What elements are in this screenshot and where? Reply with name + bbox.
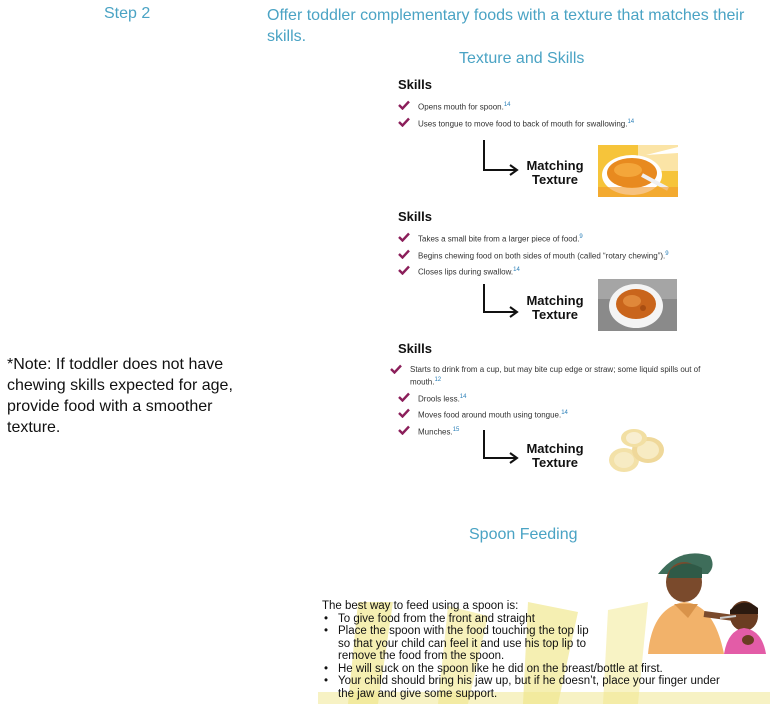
turn-arrow-icon [478,428,522,468]
spoon-feeding-heading: Spoon Feeding [469,526,578,543]
skill-item: Opens mouth for spoon.$^{14}$ [398,100,698,113]
checkmark-icon [398,392,410,402]
banana-slices-image [604,426,670,474]
skills-title: Skills [398,209,432,224]
checkmark-icon [398,265,410,275]
skill-item: Munches.$^{15}$ [398,425,738,438]
texture-skills-heading: Texture and Skills [459,50,585,67]
step-label: Step 2 [104,5,151,22]
checkmark-icon [390,364,402,374]
step-title: Offer toddler complementary foods with a texture that matches their skills. [267,7,745,45]
spoon-feeding-panel [318,548,770,704]
note-text: *Note: If toddler does not have chewing skills expected for age, provide food with a smoother texture. [7,356,233,436]
skills-title: Skills [398,341,432,356]
list-item: • Place the spoon with the food touching the top lip so that your child can feel it and use his top lip to remove the food from the spoon. [322,625,592,663]
pureed-food-bowl-image [598,145,678,197]
skill-item: Closes lips during swallow.$^{14}$ [398,265,718,278]
skills-group-3 [398,341,738,442]
turn-arrow-icon [478,138,522,178]
skill-item: Starts to drink from a cup, but may bite cup edge or straw; some liquid spills out of mouth.$^{12}$ [390,364,738,388]
spoon-feeding-intro: The best way to feed using a spoon is: [322,600,519,612]
matching-texture-label: Matching Texture [526,293,584,322]
list-item: • Your child should bring his jaw up, but if he doesn’t, place your finger under the jaw and give some support. [322,675,732,700]
skill-item: Takes a small bite from a larger piece of food.$^9$ [398,232,718,245]
checkmark-icon [398,408,410,418]
mashed-food-bowl-image [598,279,677,331]
matching-texture-label: Matching Texture [526,441,584,470]
list-item: • He will suck on the spoon like he did on the breast/bottle at first. [322,663,742,676]
skill-item: Moves food around mouth using tongue.$^{14}$ [398,408,738,421]
turn-arrow-icon [478,282,522,322]
list-item: • To give food from the front and straight [322,613,742,626]
checkmark-icon [398,232,410,242]
skills-title: Skills [398,77,432,92]
checkmark-icon [398,117,410,127]
skill-item: Begins chewing food on both sides of mouth (called “rotary chewing”).$^9$ [398,249,718,262]
skills-group-1 [398,77,698,133]
checkmark-icon [398,100,410,110]
matching-texture-label: Matching Texture [526,158,584,187]
checkmark-icon [398,249,410,259]
skill-item: Drools less.$^{14}$ [398,392,738,405]
skills-group-2 [398,209,718,282]
checkmark-icon [398,425,410,435]
skill-item: Uses tongue to move food to back of mouth for swallowing.$^{14}$ [398,117,698,130]
mother-feeding-child-illustration [644,548,770,654]
